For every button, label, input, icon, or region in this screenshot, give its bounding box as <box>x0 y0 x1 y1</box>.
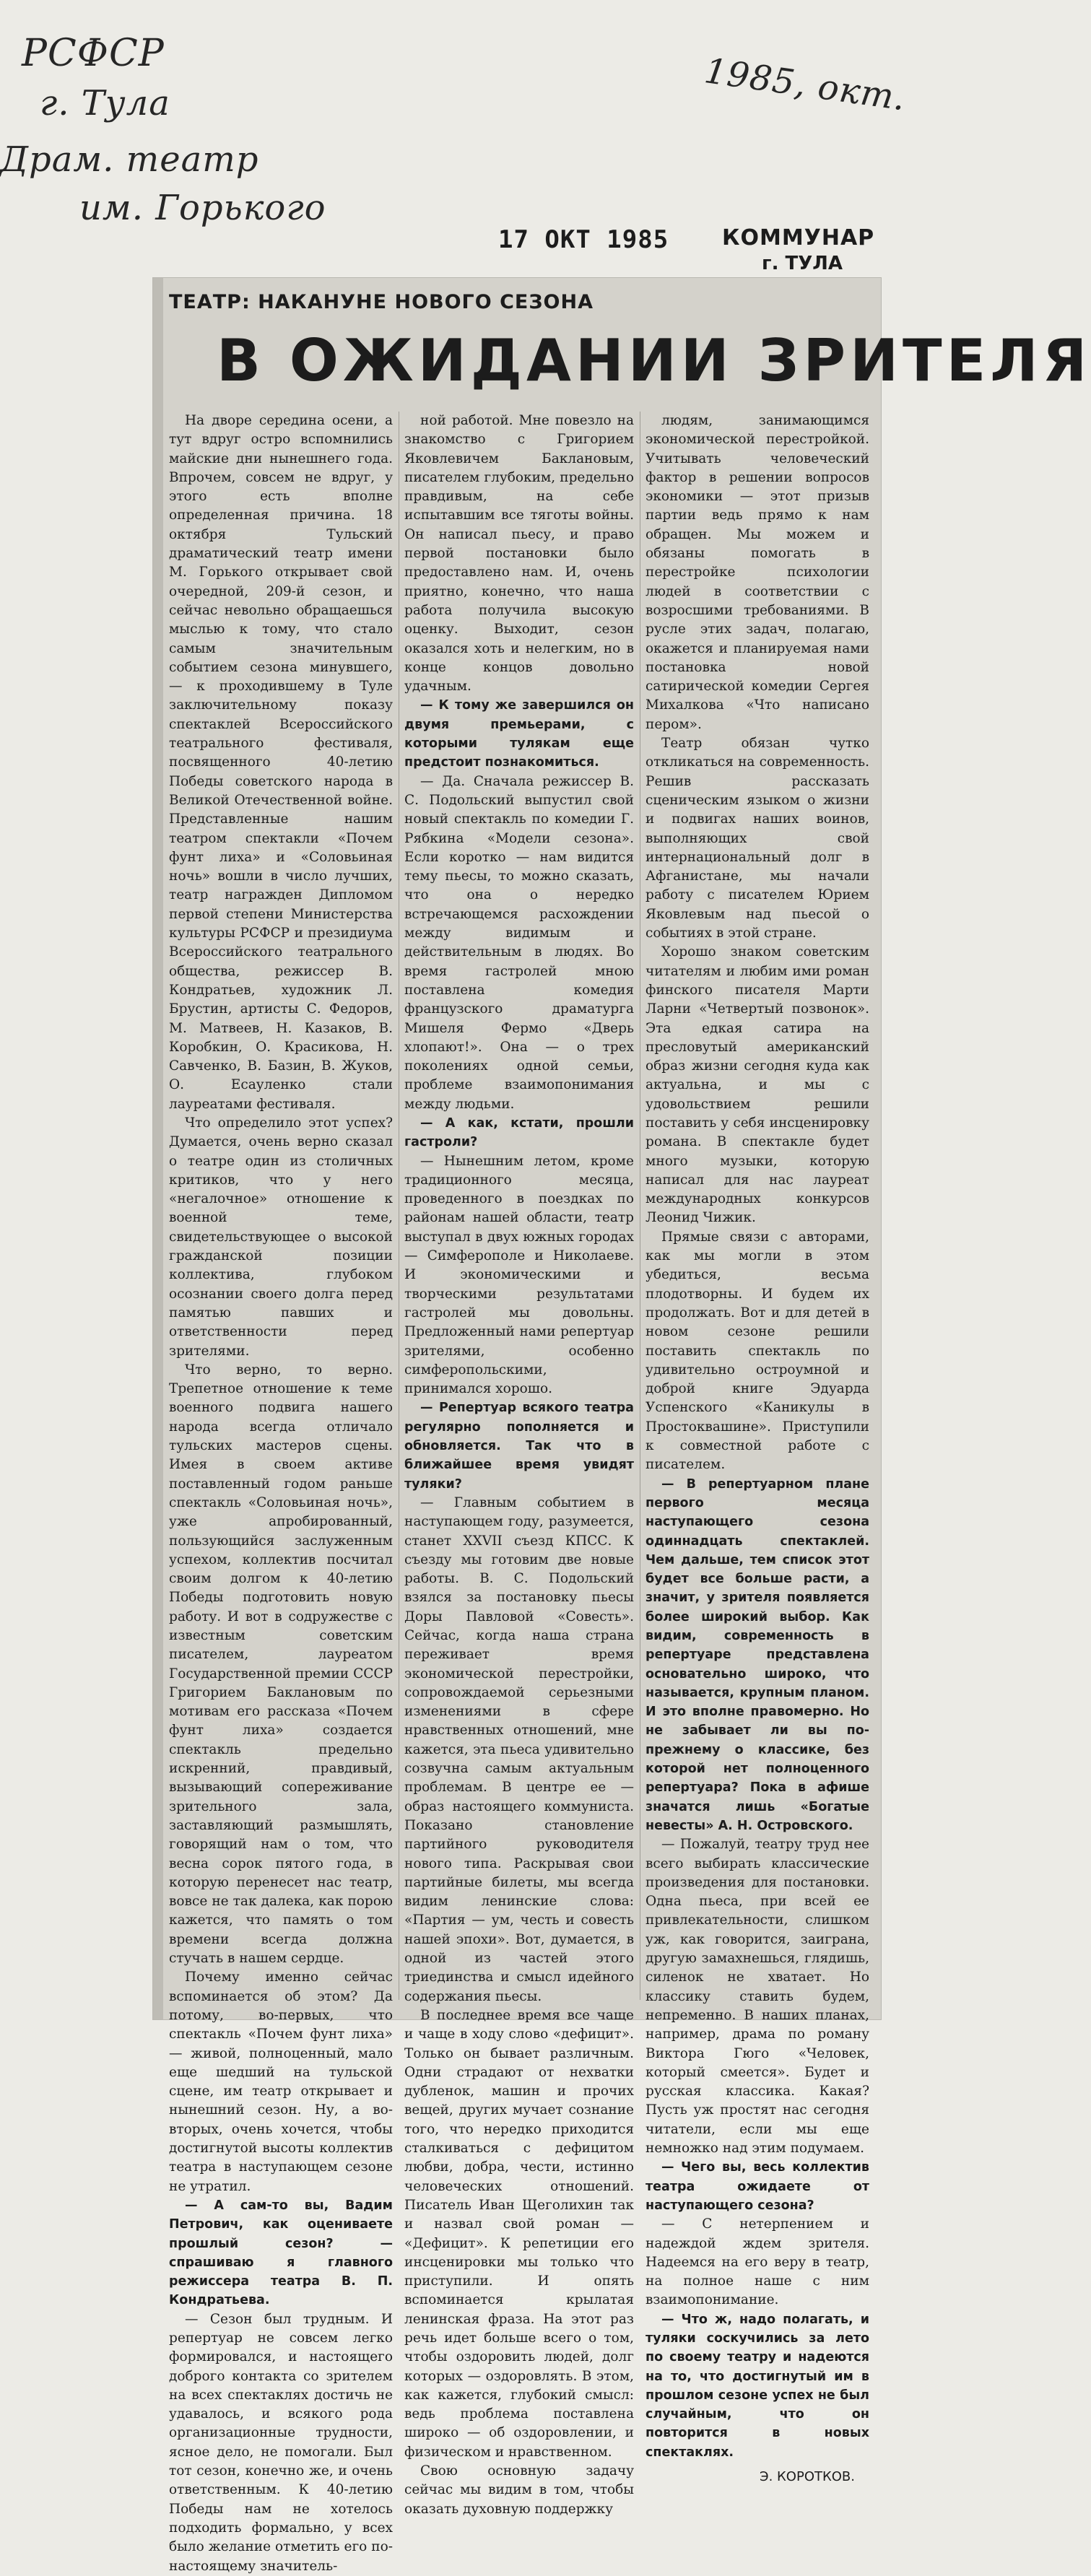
article-question: — В репертуарном плане первого месяца наступающего сезона одиннадцать спектаклей. Чем дальше, тем список этот будет все больше расти, а значит, у зрителя появляется более широкий выбор. Как видим, современность в репертуаре представлена основательно широко, что называется, крупным планом. И это вполне правомерно. Но не забывает ли вы по-прежнему о классике, без которой нет полноценного репертуара? Пока в афише значатся лишь «Богатые невесты» А. Н. Островского. <box>646 1476 869 1833</box>
article-column-3-body <box>646 412 869 2462</box>
article-question: — К тому же завершился он двумя премьерами, с которыми тулякам еще предстоит познакомиться. <box>404 698 634 770</box>
article-paragraph: Хорошо знаком советским читателям и любим ими роман финского писателя Марти Ларни «Четвертый позвонок». Эта едкая сатира на пресловутый американский образ жизни сегодня куда как актуальна, и мы с удовольствием решили поставить у себя инсценировку романа. В спектакле будет много музыки, которую написал для нас лауреат международных конкурсов Леонид Чижик. <box>646 944 869 1226</box>
article-paragraph: — С нетерпением и надеждой ждем зрителя. Надеемся на его веру в театр, на полное наше с ним взаимопонимание. <box>646 2216 869 2308</box>
article-column-2 <box>404 412 634 2517</box>
article-question: — Что ж, надо полагать, и туляки соскучились за лето по своему театру и надеются на то, что достигнутый им в прошлом сезоне успех не был случайным, что он повторится в новых спектаклях. <box>646 2312 869 2460</box>
handwritten-note-theatre: Драм. театр <box>0 139 259 180</box>
handwritten-note-republic: РСФСР <box>22 32 165 75</box>
article-column-3 <box>646 412 869 2485</box>
article-paragraph: Театр обязан чутко откликаться на современность. Решив рассказать сценическим языком о жизни и подвигах наших воинов, выполняющих свой интернациональный долг в Афганистане, мы начали работу с писателем Юрием Яковлевым над пьесой о событиях в этой стране. <box>646 736 869 941</box>
article-paragraph: В последнее время все чаще и чаще в ходу слово «дефицит». Только он бывает различным. Одни страдают от нехватки дубленок, машин и прочих вещей, других мучает сознание того, что нередко приходится сталкиваться с дефицитом любви, добра, чести, истинно человеческих отношений. Писатель Иван Щеголихин так и назвал свой роман — «Дефицит». К репетиции его инсценировки мы только что приступили. И опять вспоминается крылатая ленинская фраза. На этот раз речь идет больше всего о том, чтобы оздоровить людей, долг которых — оздоровлять. В этом, как кажется, глубокий смысл: ведь проблема поставлена широко — об оздоровлении, и физическом и нравственном. <box>404 2007 634 2460</box>
article-paragraph: — Пожалуй, театру труд нее всего выбирать классические произведения для постановки. Одна пьеса, при всей ее привлекательности, слишком уж, как говорится, заиграна, другую замахнешься, глядишь, силенок не хватает. Но классику ставить будем, непременно. В наших планах, например, драма по роману Виктора Гюго «Человек, который смеется». Будет и русская классика. Какая? Пусть уж простят нас сегодня читатели, если мы еще немножко над этим подумаем. <box>646 1837 869 2157</box>
article-author: Э. КОРОТКОВ. <box>760 2469 855 2485</box>
article-question: — Репертуар всякого театра регулярно пополняется и обновляется. Так что в ближайшее время увидят туляки? <box>404 1401 634 1492</box>
article-paragraph: Прямые связи с авторами, как мы могли в этом убедиться, весьма плодотворны. И будем их продолжать. Вот и для детей в новом сезоне решили поставить спектакль по удивительно остроумной и доброй книге Эдуарда Успенского «Каникулы в Простоквашине». Приступили к совместной работе с писателем. <box>646 1229 869 1473</box>
article-paragraph: Свою основную задачу сейчас мы видим в том, чтобы оказать духовную поддержку <box>404 2463 634 2517</box>
article-paragraph: Почему именно сейчас вспоминается об этом? Да потому, во-первых, что спектакль «Почем фунт лиха» — живой, полноценный, мало еще шедший на тульской сцене, им театр открывает и нынешний сезон. Ну, а во-вторых, очень хочется, чтобы достигнутой высоты коллектив театра в наступающем сезоне не утратил. <box>169 1970 393 2194</box>
article-paragraph: На дворе середина осени, а тут вдруг остро вспомнились майские дни нынешнего года. Впрочем, совсем не вдруг, у этого есть вполне определенная причина. 18 октября Тульский драматический театр имени М. Горького открывает свой очередной, 209-й сезон, и сейчас невольно обращаешься мыслью к тому, что стало самым значительным событием сезона минувшего, — к проходившему в Туле заключительному показу спектаклей Всероссийского театрального фестиваля, посвященного 40-летию Победы советского народа в Великой Отечественной войне. Представленные нашим театром спектакли «Почем фунт лиха» и «Соловьиная ночь» вошли в число лучших, театр награжден Дипломом первой степени Министерства культуры РСФСР и президиума Всероссийского театрального общества, режиссер В. Кондратьев, художник Л. Брустин, артисты С. Федоров, М. Матвеев, Н. Казаков, В. Коробкин, О. Красикова, Н. Савченко, В. Базин, В. Жуков, О. Есауленко стали лауреатами фестиваля. <box>169 413 393 1112</box>
handwritten-note-theatre-name: им. Горького <box>79 188 326 228</box>
handwritten-note-city: г. Тула <box>40 83 170 123</box>
article-question: — А сам-то вы, Вадим Петрович, как оцениваете прошлый сезон? — спрашиваю я главного режиссера театра В. П. Кондратьева. <box>169 2198 393 2308</box>
stamp-date: 17 ОКТ 1985 <box>498 225 669 254</box>
article-paragraph: — Сезон был трудным. И репертуар не совсем легко формировался, и настоящего доброго контакта со зрителем на всех спектаклях достичь не удавалось, и всякого рода организационные трудности, ясное дело, не помогали. Был тот сезон, конечно же, и очень ответственным. К 40-летию Победы нам не хотелось подходить формально, у всех было желание отметить его по-настоящему значитель- <box>169 2311 393 2574</box>
article-column-1 <box>169 412 393 2574</box>
handwritten-note-date: 1985, окт. <box>702 51 909 119</box>
article-rubric: ТЕАТР: НАКАНУНЕ НОВОГО СЕЗОНА <box>169 291 594 313</box>
article-paragraph: — Да. Сначала режиссер В. С. Подольский выпустил свой новый спектакль по комедии Г. Рябкина «Модели сезона». Если коротко — нам видится тему пьесы, то можно сказать, что она о нередко встречающемся расхождении между видимым и действительным в людях. Во время гастролей мною поставлена комедия французского драматурга Мишеля Фермо «Дверь хлопают!». Она — о трех поколениях одной семьи, проблеме взаимопонимания между людьми. <box>404 773 634 1112</box>
article-paragraph: людям, занимающимся экономической перестройкой. Учитывать человеческий фактор в решении вопросов экономики — этот призыв партии ведь прямо к нам обращен. Мы можем и обязаны помогать в перестройке психологии людей в соответствии с возросшими требованиями. В русле этих задач, полагаю, окажется и планируемая нами постановка новой сатирической комедии Сергея Михалкова «Что написано пером». <box>646 413 869 732</box>
newspaper-clipping <box>153 278 1091 2574</box>
article-question: — Чего вы, весь коллектив театра ожидаете от наступающего сезона? <box>646 2160 869 2213</box>
article-paragraph: — Нынешним летом, кроме традиционного месяца, проведенного в поездках по районам нашей области, театр выступал в двух южных городах — Симферополе и Николаеве. И экономическими и творческими результатами гастролей мы довольны. Предложенный нами репертуар зрителями, особенно симферопольскими, принимался хорошо. <box>404 1153 634 1397</box>
stamp-newspaper: КОММУНАР <box>722 225 875 251</box>
article-headline: В ОЖИДАНИИ ЗРИТЕЛЯ <box>217 327 1091 394</box>
article-paragraph: Что определило этот успех? Думается, очень верно сказал о театре один из столичных критиков, что у него «негалочное» отношение к военной теме, свидетельствующее о высокой гражданской позиции коллектива, глубоком осознании своего долга перед памятью павших и ответственности перед зрителями. <box>169 1115 393 1359</box>
article-question: — А как, кстати, прошли гастроли? <box>404 1115 634 1150</box>
article-paragraph: ной работой. Мне повезло на знакомство с Григорием Яковлевичем Баклановым, писателем глубоким, предельно правдивым, на себе испытавшим все тяготы войны. Он написал пьесу, и право первой постановки было предоставлено нам. И, очень приятно, конечно, что наша работа получила высокую оценку. Выходит, сезон оказался хоть и нелегким, но в конце концов довольно удачным. <box>404 413 634 695</box>
stamp-city: г. ТУЛА <box>762 253 843 274</box>
article-paragraph: Что верно, то верно. Трепетное отношение к теме военного подвига нашего народа всегда отличало тульских мастеров сцены. Имея в своем активе поставленный годом раньше спектакль «Соловьиная ночь», уже апробированный, пользующийся заслуженным успехом, коллектив посчитал своим долгом к 40-летию Победы подготовить новую работу. И вот в содружестве с известным советским писателем, лауреатом Государственной премии СССР Григорием Баклановым по мотивам его рассказа «Почем фунт лиха» создается спектакль предельно искренний, правдивый, вызывающий сопереживание зрительного зала, заставляющий размышлять, говорящий нам о том, что весна сорок пятого года, в которую перенесет нас театр, вовсе не так далека, как порою кажется, что память о том времени всегда должна стучать в нашем сердце. <box>169 1362 393 1967</box>
article-paragraph: — Главным событием в наступающем году, разумеется, станет XXVII съезд КПСС. К съезду мы готовим две новые работы. В. С. Подольский взялся за постановку пьесы Доры Павловой «Совесть». Сейчас, когда наша страна переживает время экономической перестройки, сопровождаемой серьезными изменениями в сфере нравственных отношений, мне кажется, эта пьеса удивительно созвучна самым актуальным проблемам. В центре ее — образ настоящего коммуниста. Показано становление партийного руководителя нового типа. Раскрывая свои партийные билеты, мы всегда видим ленинские слова: «Партия — ум, честь и совесть нашей эпохи». Вот, думается, в одной из частей этого триединства и смысл идейного содержания пьесы. <box>404 1494 634 2004</box>
